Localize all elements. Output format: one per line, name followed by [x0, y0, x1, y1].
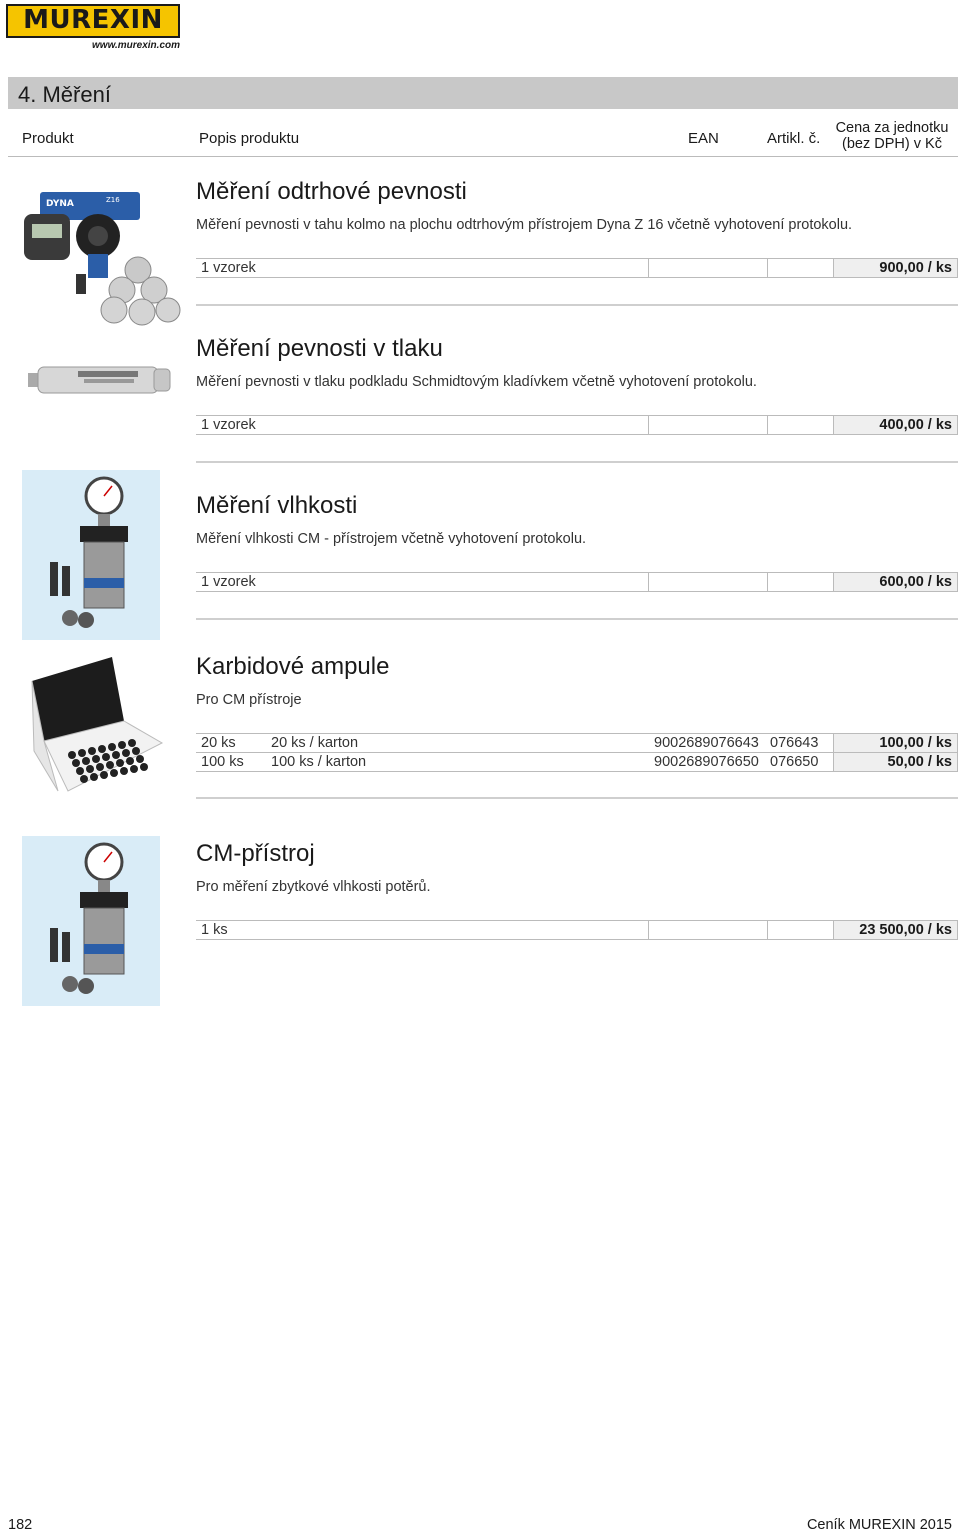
logo-url: www.murexin.com	[92, 40, 180, 51]
product-description: Měření pevnosti v tlaku podkladu Schmidtovým kladívkem včetně vyhotovení protokolu.	[196, 374, 757, 390]
row-article: 076650	[770, 754, 819, 770]
schmidt-hammer-image	[18, 351, 186, 421]
row-description: 100 ks / karton	[271, 754, 367, 770]
row-description: 20 ks / karton	[271, 735, 359, 751]
row-quantity: 100 ks	[201, 754, 244, 770]
product-description: Měření pevnosti v tahu kolmo na plochu odtrhovým přístrojem Dyna Z 16 včetně vyhotovení protokolu.	[196, 217, 853, 233]
product-separator	[196, 797, 958, 799]
price-header-line2: (bez DPH) v Kč	[842, 136, 942, 152]
row-description	[271, 572, 651, 592]
row-article	[770, 415, 834, 435]
svg-text:Z16: Z16	[106, 196, 120, 204]
row-ean	[654, 415, 766, 435]
header-divider	[8, 156, 958, 157]
column-header-price	[828, 120, 956, 152]
row-quantity: 1 vzorek	[201, 574, 256, 590]
logo-wordmark: MUREXIN	[23, 5, 163, 35]
murexin-logo[interactable]	[6, 4, 182, 50]
table-row	[196, 752, 958, 772]
cm-device-image	[22, 470, 160, 640]
product-name: Měření odtrhové pevnosti	[196, 178, 467, 205]
product-name: Měření pevnosti v tlaku	[196, 335, 443, 362]
row-description	[271, 920, 651, 940]
row-ean	[654, 572, 766, 592]
row-description	[271, 415, 651, 435]
row-ean: 9002689076650	[654, 754, 759, 770]
row-quantity: 20 ks	[201, 735, 236, 751]
product-description: Pro měření zbytkové vlhkosti potěrů.	[196, 879, 431, 895]
product-name: Karbidové ampule	[196, 653, 390, 680]
column-header-article: Artikl. č.	[767, 130, 821, 147]
row-price: 23 500,00 / ks	[859, 922, 952, 938]
table-row	[196, 920, 958, 940]
row-ean: 9002689076643	[654, 735, 759, 751]
dyna-tester-image	[18, 184, 186, 328]
row-article	[770, 258, 834, 278]
table-row	[196, 415, 958, 435]
column-header-product: Produkt	[22, 130, 74, 147]
section-header	[8, 77, 958, 109]
column-header-description: Popis produktu	[199, 130, 300, 147]
table-row	[196, 733, 958, 753]
row-price: 900,00 / ks	[879, 260, 952, 276]
row-price: 600,00 / ks	[879, 574, 952, 590]
svg-text:DYNA: DYNA	[46, 199, 74, 209]
product-description: Měření vlhkosti CM - přístrojem včetně vyhotovení protokolu.	[196, 531, 587, 547]
cm-device-image	[22, 836, 160, 1006]
row-quantity: 1 vzorek	[201, 260, 256, 276]
row-article: 076643	[770, 735, 819, 751]
product-separator	[196, 304, 958, 306]
row-description	[271, 258, 651, 278]
row-article	[770, 572, 834, 592]
section-title: 4. Měření	[18, 82, 111, 107]
row-price: 50,00 / ks	[887, 754, 952, 770]
page-number: 182	[8, 1517, 33, 1533]
row-quantity: 1 ks	[201, 922, 228, 938]
table-row	[196, 258, 958, 278]
row-ean	[654, 258, 766, 278]
row-quantity: 1 vzorek	[201, 417, 256, 433]
catalog-title: Ceník MUREXIN 2015	[806, 1517, 952, 1533]
price-header-line1: Cena za jednotku	[835, 120, 949, 136]
row-ean	[654, 920, 766, 940]
carbide-ampoules-image	[28, 651, 168, 795]
row-price: 100,00 / ks	[879, 735, 952, 751]
product-separator	[196, 618, 958, 620]
row-price: 400,00 / ks	[879, 417, 952, 433]
row-article	[770, 920, 834, 940]
product-description: Pro CM přístroje	[196, 692, 302, 708]
product-name: CM-přístroj	[196, 840, 315, 867]
column-header-ean: EAN	[688, 130, 719, 147]
product-name: Měření vlhkosti	[196, 492, 358, 519]
table-row	[196, 572, 958, 592]
product-separator	[196, 461, 958, 463]
